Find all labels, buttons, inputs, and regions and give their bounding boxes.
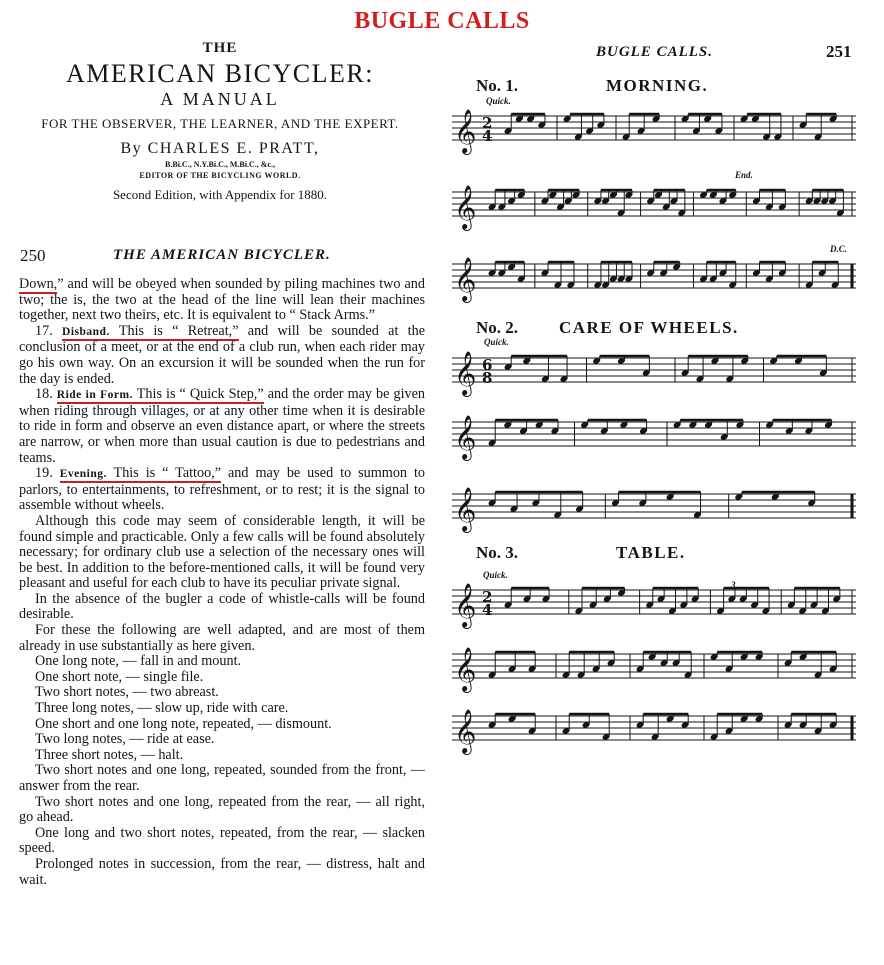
title-block [20,40,420,203]
time-signature-bottom: 8 [482,369,493,387]
paragraph-19-number: 19. [35,465,53,482]
treble-clef-icon: 𝄞 [454,257,477,301]
call-tattoo: This is “ Tattoo,” [113,465,222,482]
title-the: THE [202,40,238,56]
author-editor-line: EDITOR OF THE BICYCLING WORLD. [139,171,301,180]
music-staff [452,252,856,302]
paragraph-17-text: and will be sounded at the conclusion of a meet, or at the end of a club run, when each rider may go his own way. On an excursion it will be sounded when the run for the day is ended. [19,322,426,387]
list-item: Three short notes, — halt. [35,746,184,763]
time-signature-bottom: 4 [482,127,493,145]
underline-down: Down, [19,276,58,292]
music-staff [452,578,856,628]
paragraph-down [19,277,425,324]
treble-clef-icon: 𝄞 [454,583,477,627]
paragraph-18-number: 18. [35,386,53,403]
section-1-end-mark: End. [735,170,753,180]
music-staff [452,104,856,154]
music-staff [452,180,856,230]
list-item: One short note, — single file. [35,668,204,685]
list-item: One short and one long note, repeated, — dismount. [35,715,332,732]
section-2-number: No. 2. [476,318,519,337]
list-item: Two short notes and one long, repeated, sounded from the front, — answer from the rear. [19,762,425,794]
list-item: Two short notes, — two abreast. [35,684,219,701]
heading-disband: Disband. [62,325,110,338]
treble-clef-icon: 𝄞 [454,647,477,691]
section-1-dc-mark: D.C. [830,244,848,254]
paragraph-although: Although this code may seem of considerable length, it will be found simple and practicable. Only a few calls will be found absolutely necessary; for ordinary club use a selection of the necessary ones will be best. In addition to the before-mentioned calls, it will be found very pleasant and useful for each club to have its peculiar private signal. [19,512,425,592]
section-3-triplet-mark: 3 [731,580,736,590]
left-page-number: 250 [20,246,46,265]
section-1-tempo: Quick. [486,96,511,106]
paragraph-19-text: and may be used to summon to parlors, to entertainments, to refreshment, or to rest; it is the signal to assemble without wheels. [19,465,425,514]
treble-clef-icon: 𝄞 [454,185,477,229]
whistle-call-list [19,654,425,888]
list-item: Three long notes, — slow up, ride with care. [35,700,289,717]
treble-clef-icon: 𝄞 [454,415,477,459]
treble-clef-icon: 𝄞 [454,709,477,753]
treble-clef-icon: 𝄞 [454,351,477,395]
book-author: By CHARLES E. PRATT, [120,140,320,157]
paragraph-19 [19,466,425,514]
paragraph-18-text: and the order may be given when riding through villages, or at any other time when it is desirable to ride in form and observe an even distance apart, or where the streets are narrow, or when more than usual caution is due to pedestrians and teams. [19,386,425,466]
treble-clef-icon: 𝄞 [454,109,477,153]
paragraph-absence: In the absence of the bugler a code of whistle-calls will be found desirable. [19,590,425,623]
author-credentials: B.Bi.C., N.Y.Bi.C., M.Bi.C., &c., [165,160,275,169]
section-1-number: No. 1. [476,76,519,95]
section-3-tempo: Quick. [483,570,508,580]
right-page-number: 251 [826,42,852,61]
section-2-tempo: Quick. [484,337,509,347]
call-retreat: This is “ Retreat,” [118,322,239,339]
section-2-title: CARE OF WHEELS. [559,318,739,337]
section-3-number: No. 3. [476,543,519,562]
heading-ride-in-form: Ride in Form. [56,389,133,402]
paragraph-down-text: ” and will be obeyed when sounded by piling machines two and two; the is, the two at the head of the line will lean their machines together, next two theirs, etc. It is equivalent to “ Stack Arms.” [19,276,425,324]
list-item: Prolonged notes in succession, from the rear, — distress, halt and wait. [19,855,425,888]
music-staff [452,642,856,692]
right-running-head: BUGLE CALLS. [596,44,714,60]
time-signature-top: 2 [482,588,493,606]
banner-title: BUGLE CALLS [354,8,530,34]
list-item: Two short notes and one long, repeated from the rear, — all right, go ahead. [19,793,425,826]
paragraph-17 [19,324,425,387]
time-signature-top: 6 [482,356,493,374]
section-1-title: MORNING. [606,76,709,95]
paragraph-18 [19,387,425,466]
list-item: Two long notes, — ride at ease. [35,731,215,748]
book-subtitle: FOR THE OBSERVER, THE LEARNER, AND THE EXPERT. [41,116,399,131]
paragraph-17-number: 17. [35,322,53,339]
list-item: One long note, — fall in and mount. [35,653,242,670]
left-running-head: THE AMERICAN BICYCLER. [113,247,331,263]
call-quick-step: This is “ Quick Step,” [136,386,264,403]
left-page-body [19,277,425,888]
music-staff [452,410,856,460]
paragraph-these: For these the following are well adapted, and are most of them already in use substantially as here given. [19,622,425,654]
time-signature-bottom: 4 [482,601,493,619]
heading-evening: Evening. [59,468,107,481]
music-staff [452,704,856,754]
book-manual: A MANUAL [160,89,280,109]
book-edition: Second Edition, with Appendix for 1880. [112,187,328,202]
music-staff [452,346,856,396]
section-3-title: TABLE. [616,543,686,562]
time-signature-top: 2 [482,114,493,132]
book-title: AMERICAN BICYCLER: [66,59,374,88]
list-item: One long and two short notes, repeated, from the rear, — slacken speed. [19,824,425,857]
music-staff [452,482,856,532]
treble-clef-icon: 𝄞 [454,487,477,531]
